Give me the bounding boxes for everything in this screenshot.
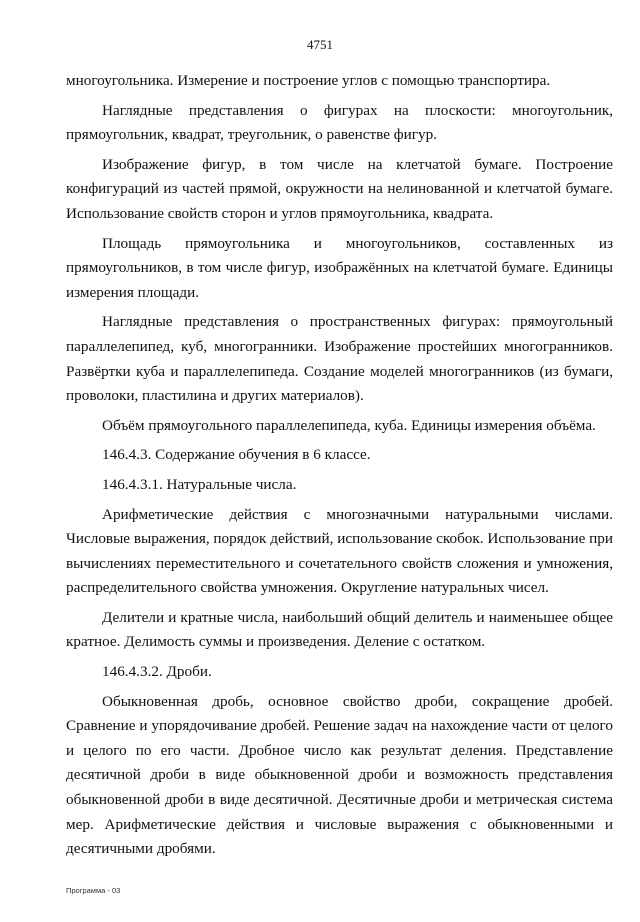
paragraph-volume: Объём прямоугольного параллелепипеда, куба. Единицы измерения объёма. bbox=[102, 416, 596, 434]
page-footer: Программа - 03 bbox=[66, 886, 121, 895]
paragraph-area: Площадь прямоугольника и многоугольников, составленных из прямоугольников, в том числе фигур, изображённых на клетчатой бумаге. Единицы измерения площади. bbox=[66, 234, 613, 301]
paragraph-plane-figures: Наглядные представления о фигурах на плоскости: многоугольник, прямоугольник, квадрат, треугольник, о равенстве фигур. bbox=[66, 101, 613, 144]
subsection-heading-natural-numbers: 146.4.3.1. Натуральные числа. bbox=[102, 475, 297, 493]
paragraph-continuation: многоугольника. Измерение и построение углов с помощью транспортира. bbox=[66, 72, 551, 89]
paragraph-fractions: Обыкновенная дробь, основное свойство дроби, сокращение дробей. Сравнение и упорядочивание дробей. Решение задач на нахождение части от целого и целого по его части. Дробное число как результат деления. Представление десятичной дроби в виде обыкновенной дроби и возможность представления обыкновенной дроби в виде десятичной. Десятичные дроби и метрическая система мер. Арифметические действия и числовые выражения с обыкновенными и десятичными дробями. bbox=[66, 692, 613, 858]
paragraph-arithmetic-operations: Арифметические действия с многозначными натуральными числами. Числовые выражения, порядок действий, использование скобок. Использование при вычислениях переместительного и сочетательного свойств сложения и умножения, распределительного свойства умножения. Округление натуральных чисел. bbox=[66, 505, 613, 597]
section-heading-grade-6: 146.4.3. Содержание обучения в 6 классе. bbox=[102, 446, 371, 464]
subsection-heading-fractions: 146.4.3.2. Дроби. bbox=[102, 663, 212, 681]
document-body bbox=[66, 69, 613, 867]
paragraph-divisors-multiples: Делители и кратные числа, наибольший общий делитель и наименьшее общее кратное. Делимость суммы и произведения. Деление с остатком. bbox=[66, 608, 613, 651]
paragraph-figure-drawing: Изображение фигур, в том числе на клетчатой бумаге. Построение конфигураций из частей прямой, окружности на нелинованной и клетчатой бумаге. Использование свойств сторон и углов прямоугольника, квадрата. bbox=[66, 155, 613, 222]
page-number: 4751 bbox=[307, 37, 333, 52]
paragraph-spatial-figures: Наглядные представления о пространственных фигурах: прямоугольный параллелепипед, куб, многогранники. Изображение простейших многогранников. Развёртки куба и параллелепипеда. Создание моделей многогранников (из бумаги, проволоки, пластилина и других материалов). bbox=[66, 313, 613, 405]
